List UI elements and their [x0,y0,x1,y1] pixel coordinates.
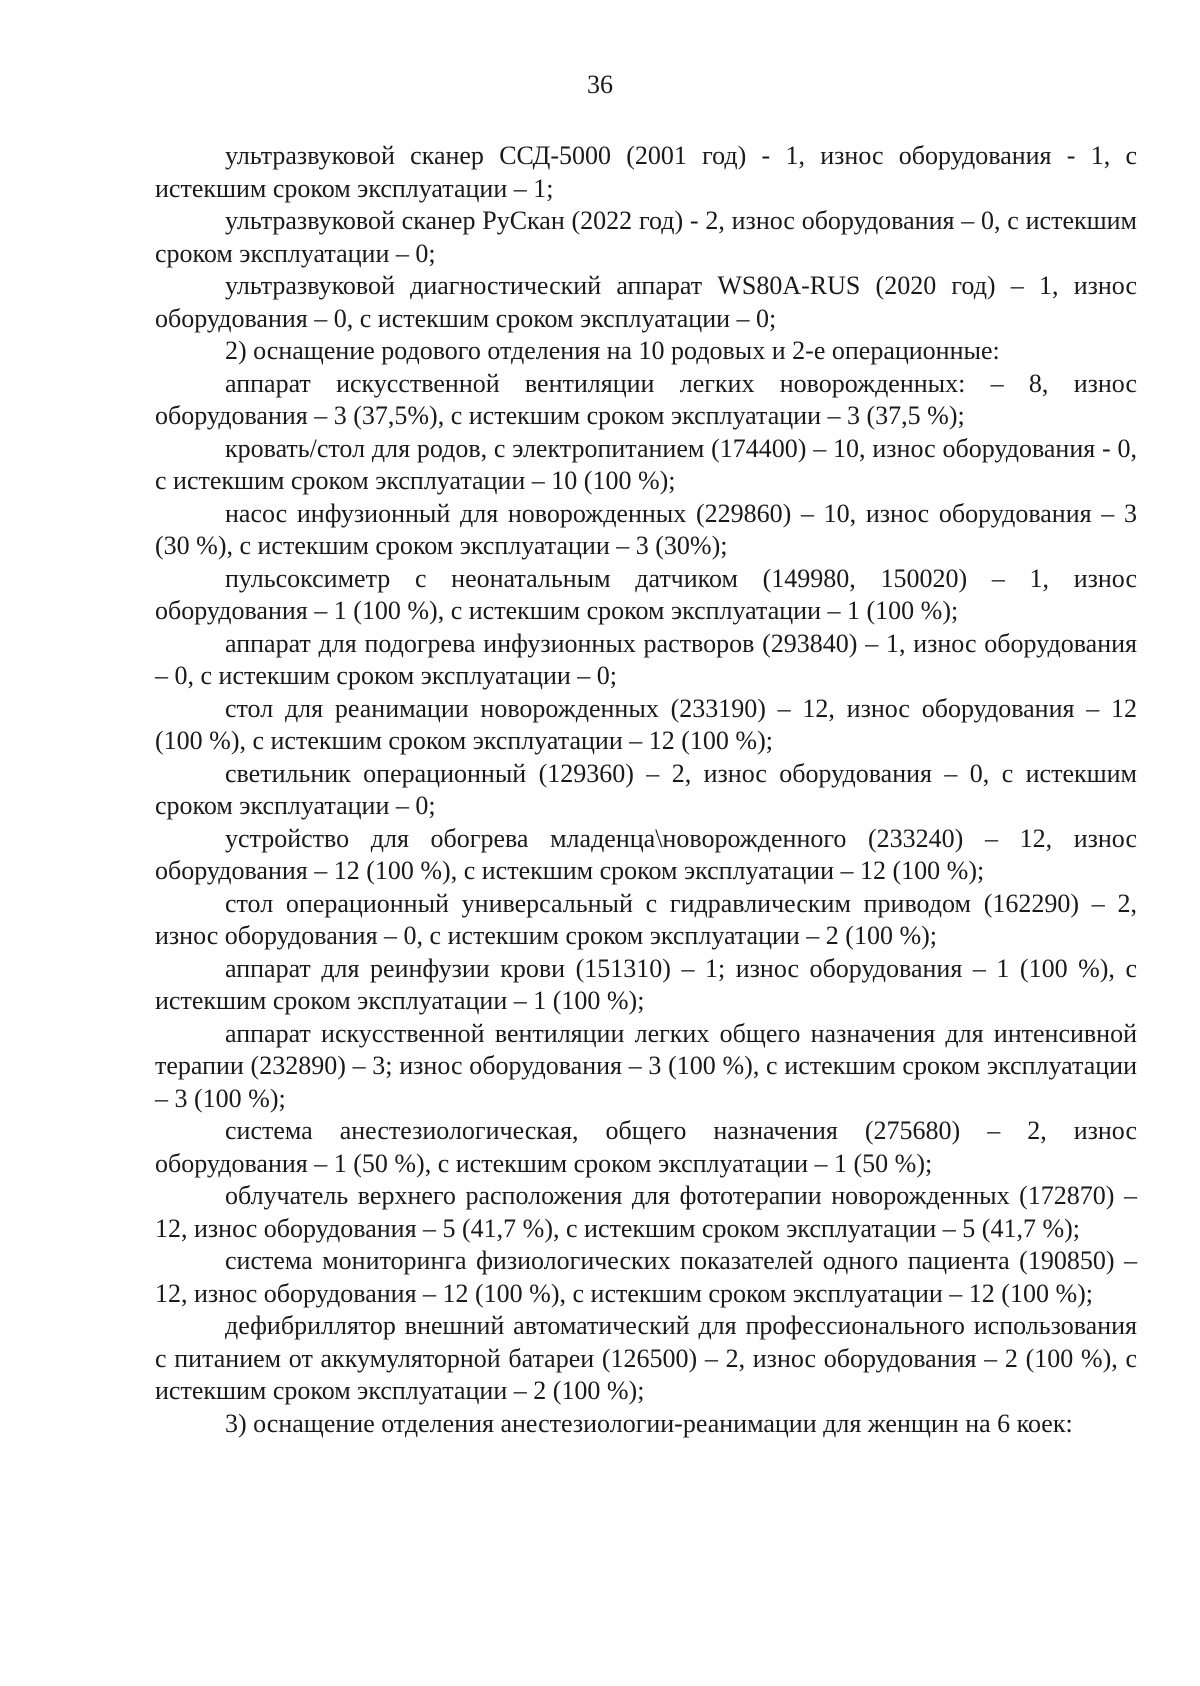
paragraph: аппарат искусственной вентиляции легких общего назначения для интенсивной терапии (232890) – 3; износ оборудования – 3 (100 %), с истекшим сроком эксплуатации – 3 (100 %); [155,1018,1137,1113]
paragraph: аппарат для реинфузии крови (151310) – 1; износ оборудования – 1 (100 %), с истекшим сроком эксплуатации – 1 (100 %); [155,953,1137,1015]
paragraph: система мониторинга физиологических показателей одного пациента (190850) – 12, износ оборудования – 12 (100 %), с истекшим сроком эксплуатации – 12 (100 %); [155,1246,1137,1308]
document-body [155,140,1137,1440]
paragraph: ультразвуковой диагностический аппарат WS80A-RUS (2020 год) – 1, износ оборудования – 0, с истекшим сроком эксплуатации – 0; [155,271,1137,333]
paragraph: светильник операционный (129360) – 2, износ оборудования – 0, с истекшим сроком эксплуатации – 0; [155,758,1137,820]
page-number: 36 [587,70,613,99]
paragraph: стол для реанимации новорожденных (233190) – 12, износ оборудования – 12 (100 %), с истекшим сроком эксплуатации – 12 (100 %); [155,693,1137,755]
paragraph: насос инфузионный для новорожденных (229860) – 10, износ оборудования – 3 (30 %), с истекшим сроком эксплуатации – 3 (30%); [155,498,1137,560]
paragraph: стол операционный универсальный с гидравлическим приводом (162290) – 2, износ оборудования – 0, с истекшим сроком эксплуатации – 2 (100 %); [155,888,1137,950]
paragraph: аппарат искусственной вентиляции легких новорожденных: – 8, износ оборудования – 3 (37,5%), с истекшим сроком эксплуатации – 3 (37,5 %); [155,368,1137,430]
paragraph: кровать/стол для родов, с электропитанием (174400) – 10, износ оборудования - 0, с истекшим сроком эксплуатации – 10 (100 %); [155,433,1137,495]
section-heading: 2) оснащение родового отделения на 10 родовых и 2-е операционные: [225,336,1000,365]
paragraph: облучатель верхнего расположения для фототерапии новорожденных (172870) – 12, износ оборудования – 5 (41,7 %), с истекшим сроком эксплуатации – 5 (41,7 %); [155,1181,1137,1243]
paragraph: система анестезиологическая, общего назначения (275680) – 2, износ оборудования – 1 (50 %), с истекшим сроком эксплуатации – 1 (50 %); [155,1116,1137,1178]
paragraph: дефибриллятор внешний автоматический для профессионального использования с питанием от аккумуляторной батареи (126500) – 2, износ оборудования – 2 (100 %), с истекшим сроком эксплуатации – 2 (100 %); [155,1311,1137,1405]
paragraph: устройство для обогрева младенца\новорожденного (233240) – 12, износ оборудования – 12 (100 %), с истекшим сроком эксплуатации – 12 (100 %); [155,823,1137,885]
section-heading: 3) оснащение отделения анестезиологии-реанимации для женщин на 6 коек: [225,1408,1073,1438]
paragraph: ультразвуковой сканер ССД-5000 (2001 год) - 1, износ оборудования - 1, с истекшим сроком эксплуатации – 1; [155,141,1137,203]
paragraph: аппарат для подогрева инфузионных растворов (293840) – 1, износ оборудования – 0, с истекшим сроком эксплуатации – 0; [155,628,1137,690]
paragraph: пульсоксиметр с неонатальным датчиком (149980, 150020) – 1, износ оборудования – 1 (100 %), с истекшим сроком эксплуатации – 1 (100 %); [155,563,1137,625]
paragraph: ультразвуковой сканер РуСкан (2022 год) - 2, износ оборудования – 0, с истекшим сроком эксплуатации – 0; [155,206,1137,268]
